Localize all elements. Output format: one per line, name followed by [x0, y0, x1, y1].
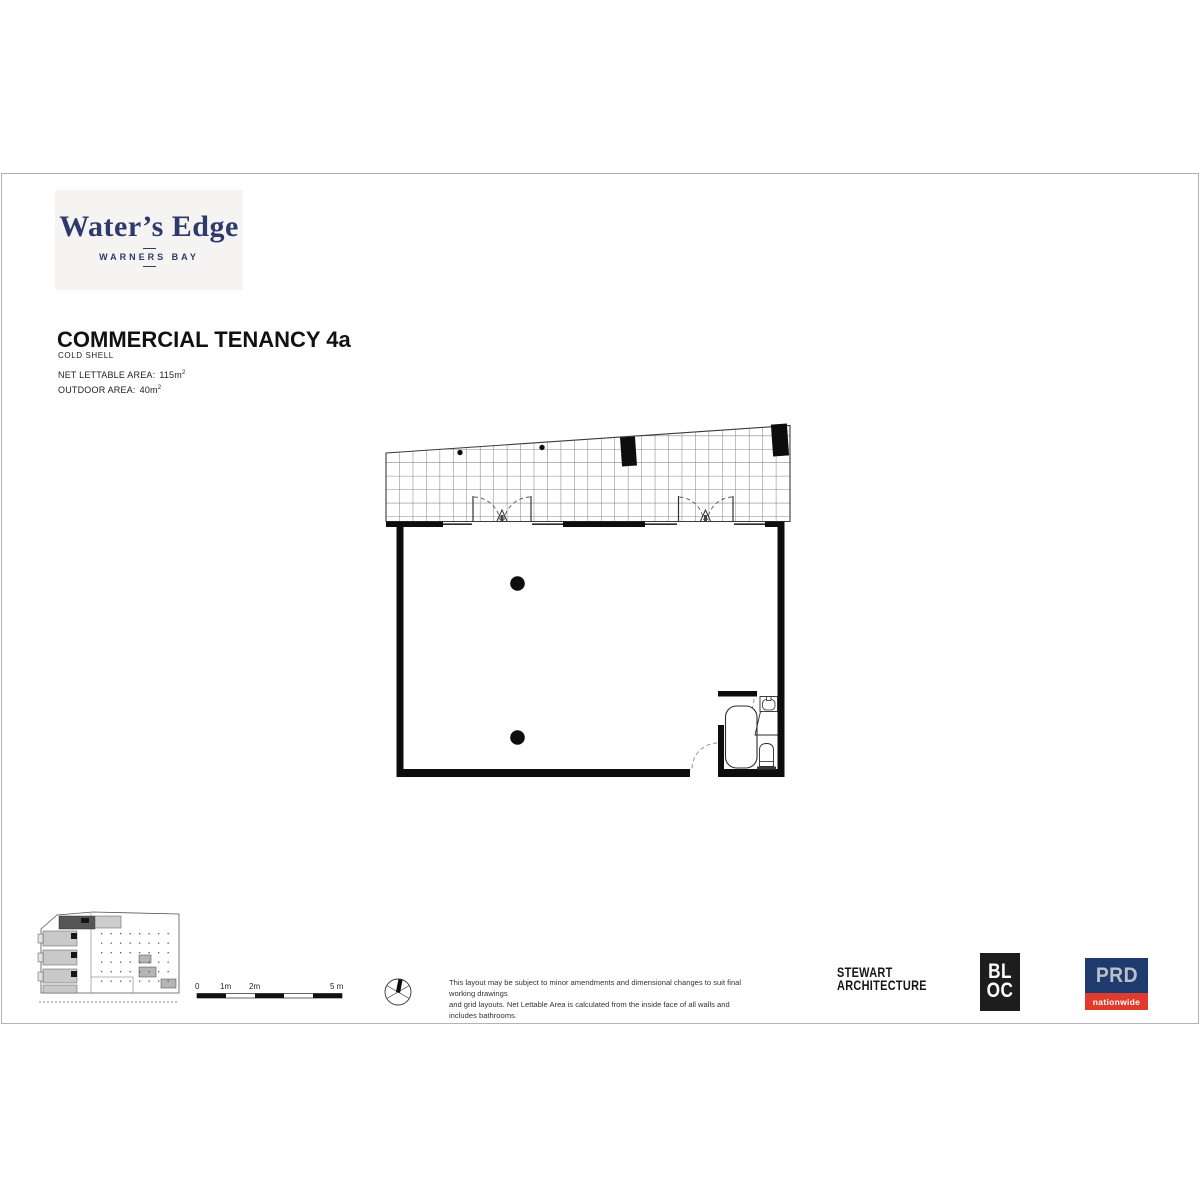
- outdoor-area-value: 40m: [139, 385, 158, 395]
- wall-top-seg: [563, 522, 645, 528]
- highlighted-tenancy-4a: [59, 916, 95, 929]
- structural-column: [510, 576, 525, 591]
- wall-top-seg: [765, 522, 785, 528]
- structural-column: [510, 730, 525, 745]
- disclaimer-line-1: This layout may be subject to minor amendments and dimensional changes to suit final working drawings: [449, 978, 742, 998]
- prd-tagline: nationwide: [1092, 996, 1141, 1007]
- terrace-column: [620, 437, 637, 467]
- wall-top-seg: [386, 522, 443, 528]
- terrace-column: [771, 423, 789, 456]
- page-title: COMMERCIAL TENANCY 4a: [57, 327, 351, 352]
- wall-bottom-bathroom: [718, 769, 785, 777]
- net-area-label: NET LETTABLE AREA:: [58, 370, 156, 380]
- tenancy-walls: [386, 522, 785, 778]
- page-subtitle: COLD SHELL: [58, 351, 114, 360]
- basin: [760, 697, 778, 712]
- outdoor-area: [58, 385, 161, 395]
- bloc-line-2: OC: [986, 979, 1014, 1002]
- bloc-logo: [980, 953, 1020, 1011]
- outdoor-area-exp: 2: [157, 385, 162, 391]
- wall-bottom: [397, 769, 691, 777]
- prd-red-band: [1085, 993, 1148, 1010]
- outdoor-terrace: [386, 423, 790, 521]
- scale-bar: [195, 982, 344, 998]
- terrace-point: [457, 450, 462, 455]
- prd-blue-panel: [1085, 958, 1148, 993]
- bloc-line-1: BL: [988, 960, 1012, 983]
- accessible-circulation-zone: [726, 706, 758, 768]
- double-entry-door: [473, 496, 531, 522]
- stewart-line-1: STEWART: [837, 964, 893, 980]
- scale-and-north: [190, 975, 420, 1010]
- terrace-point: [539, 445, 544, 450]
- wall-left: [397, 522, 404, 778]
- bathroom-wall-top: [718, 691, 757, 697]
- outdoor-area-label: OUTDOOR AREA:: [58, 385, 136, 395]
- net-lettable-area: [58, 370, 186, 380]
- prd-nationwide-logo: [1085, 958, 1148, 1010]
- scale-label-5m: 5 m: [330, 982, 344, 991]
- bathroom: [692, 697, 778, 770]
- vanity-bench: [755, 712, 778, 736]
- brand-rule-bottom: [143, 266, 156, 267]
- waters-edge-logo: [55, 190, 243, 290]
- disclaimer-note: [449, 977, 749, 1021]
- brand-rule-top: [143, 248, 156, 249]
- prd-name: PRD: [1095, 963, 1138, 987]
- scale-label-0: 0: [195, 982, 200, 991]
- bathroom-wall-left: [718, 725, 724, 771]
- floor-plan: [380, 415, 800, 800]
- rear-door-swing: [692, 743, 718, 768]
- terrace-tile-grid: [386, 426, 790, 521]
- brand-location: WARNERS BAY: [99, 252, 199, 262]
- brand-name: Water’s Edge: [59, 210, 239, 243]
- scale-label-2m: 2m: [249, 982, 261, 991]
- double-entry-door: [679, 496, 734, 522]
- north-arrow: [385, 979, 411, 1005]
- net-area-value: 115m: [159, 370, 182, 380]
- disclaimer-line-2: and grid layouts. Net Lettable Area is calculated from the inside face of all walls and includes bathrooms.: [449, 1000, 730, 1020]
- stewart-line-2: ARCHITECTURE: [837, 976, 927, 993]
- toilet: [757, 744, 776, 770]
- stewart-architecture-logo: [837, 966, 927, 991]
- scale-label-1m: 1m: [220, 982, 232, 991]
- key-site-plan: [33, 905, 183, 1010]
- wall-right: [778, 522, 785, 778]
- net-area-exp: 2: [181, 370, 186, 376]
